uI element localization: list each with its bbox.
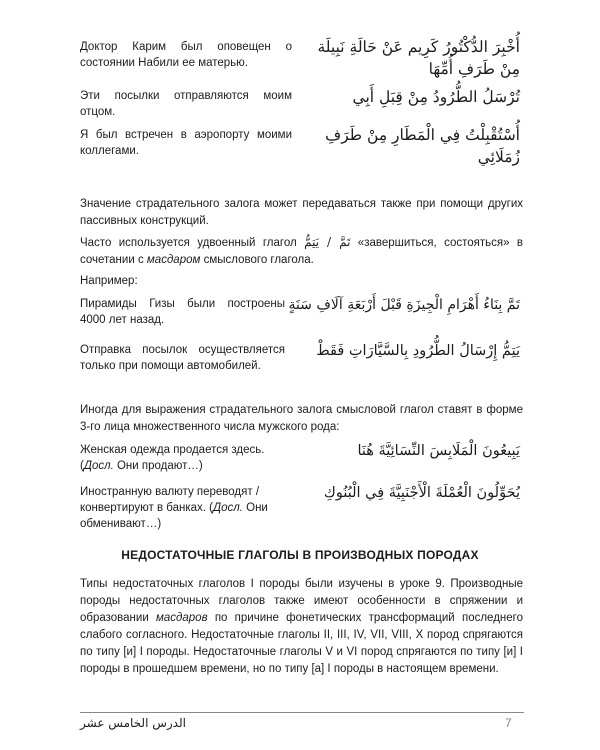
literal-abbr: Досл. <box>83 460 114 472</box>
russian-translation: Пирамиды Гизы были построены 4000 лет назад. <box>80 298 285 326</box>
arabic-inline: تَمَّ / يَتِمُّ <box>304 235 351 249</box>
paragraph-text: по причине фонетических трансформаций последнего слабого согласного. Недостаточные глаголы II, III, IV, VII, VIII, X пород спрягаются по типу [и] I породы. Недостаточные глаголы V и VI пород спрягаются по типу [и] I породы в прошедшем времени, но по типу [а] I породы в настоящем времени. <box>80 612 523 675</box>
paragraph-text: Часто используется удвоенный глагол <box>80 237 297 249</box>
section-heading: НЕДОСТАТОЧНЫЕ ГЛАГОЛЫ В ПРОИЗВОДНЫХ ПОРОДАХ <box>121 548 479 562</box>
paragraph: Например: <box>80 275 138 287</box>
russian-translation: Женская одежда продается здесь. (Досл. Они продают…) <box>80 444 265 472</box>
example-row <box>80 440 520 476</box>
paragraph <box>80 234 523 269</box>
literal-gloss: Они продают… <box>116 460 199 472</box>
literal-abbr: Досл. <box>213 502 243 514</box>
arabic-sentence: يُحَوِّلُونَ الْعُمْلَةَ الْأَجْنَبِيَّةَ فِي الْبُنُوكِ <box>323 485 520 501</box>
paragraph: Иногда для выражения страдательного залога смысловой глагол ставят в форме 3-го лица множественного числа мужского рода: <box>80 404 523 433</box>
paragraph <box>80 576 523 678</box>
example-row <box>80 482 520 532</box>
russian-translation: Отправка посылок осуществляется только при помощи автомобилей. <box>80 344 285 372</box>
translation-text: Иностранную валюту переводят / конвертируют в банках. <box>80 486 260 514</box>
paragraph-text: «завершиться, состояться» в сочетании с <box>80 237 523 266</box>
example-row <box>80 124 520 170</box>
russian-translation: Эти посылки отправляются моим отцом. <box>80 90 292 118</box>
russian-translation: Я был встречен в аэропорту моими коллегами. <box>80 129 292 157</box>
lesson-title: الدرس الخامس عشر <box>80 716 186 730</box>
emphasis: масдаров <box>156 612 208 624</box>
footer-rule <box>80 712 524 713</box>
emphasis: масдаром <box>146 254 201 266</box>
literal-gloss: Они обменивают… <box>80 502 268 530</box>
translation-text: Женская одежда продается здесь. <box>80 444 265 456</box>
example-row <box>80 294 520 330</box>
russian-translation: Доктор Карим был оповещен о состоянии Набили ее матерью. <box>80 41 292 69</box>
arabic-sentence: أُخْبِرَ الدُّكْتُورُ كَرِيم عَنْ حَالَةِ نَبِيلَة مِنْ طَرَفِ أُمِّهَا <box>317 38 520 78</box>
page-number: 7 <box>505 716 512 730</box>
arabic-sentence: يَتِمُّ إِرْسَالُ الطُّرُودِ بِالسَّيَّارَاتِ فَقَطْ <box>316 343 520 359</box>
arabic-sentence: أُسْتُقْبِلْتُ فِي الْمَطَارِ مِنْ طَرَفِ زُمَلَائِي <box>325 126 520 166</box>
arabic-sentence: يَبِيعُونَ الْمَلَابِسَ النِّسَائِيَّةَ هُنَا <box>357 443 520 459</box>
example-row <box>80 340 520 376</box>
arabic-sentence: تَمَّ بِنَاءُ أَهْرَامِ الْجِيزَةِ قَبْلَ أَرْبَعَةِ آلَافِ سَنَةٍ <box>288 297 520 313</box>
paragraph: Значение страдательного залога может передаваться также при помощи других пассивных конструкций. <box>80 198 523 227</box>
russian-translation: Иностранную валюту переводят / конвертируют в банках. (Досл. Они обменивают…) <box>80 486 268 530</box>
paragraph-text: смыслового глагола. <box>203 254 314 266</box>
arabic-sentence: تُرْسَلُ الطُّرُودُ مِنْ قِبَلِ أَبِي <box>352 88 520 106</box>
example-row <box>80 86 520 120</box>
example-row <box>80 36 520 82</box>
paragraph-text: Типы недостаточных глаголов I породы были изучены в уроке 9. Производные породы недостаточных глаголов также имеют особенности в спряжении и образовании <box>80 578 523 624</box>
